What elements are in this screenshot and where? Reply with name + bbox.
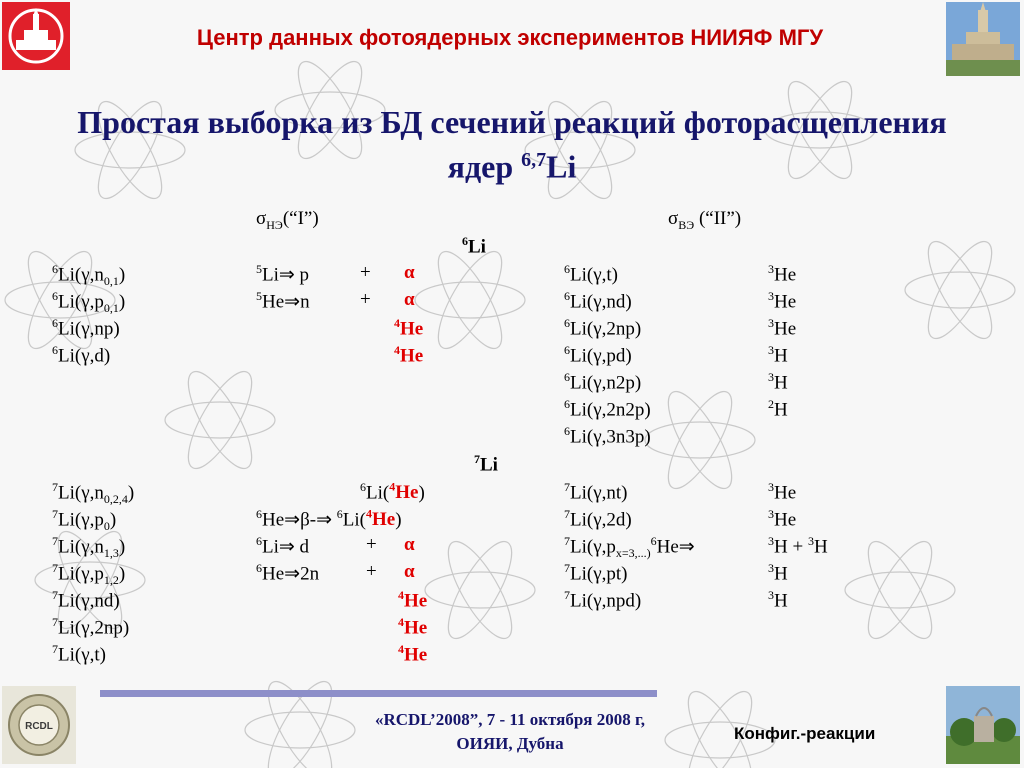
li7-ve-reaction: $^7Li(\gamma,p_{x=3,...)}^6He\Rightarrow$ bbox=[564, 534, 695, 561]
li7-product: $^6$He⇒2n bbox=[256, 561, 320, 585]
li7-reaction: $^7Li(\gamma,n_{1,3})$ bbox=[52, 534, 126, 561]
li7-ve-product: $^3$He bbox=[768, 507, 797, 531]
he4-product: $^4$He bbox=[394, 316, 424, 340]
li6-ve-reaction: $^6$Li(γ,nd) bbox=[564, 289, 632, 313]
svg-text:RCDL: RCDL bbox=[25, 721, 53, 732]
config-reactions-link[interactable]: Конфиг.-реакции bbox=[734, 724, 876, 743]
li6-ve-reaction: $^6$Li(γ,n2p) bbox=[564, 370, 642, 394]
li7-product: $^6$Li⇒ d bbox=[256, 534, 310, 558]
li6-ve-product: $^3$He bbox=[768, 289, 797, 313]
plus-sign: + bbox=[360, 262, 371, 283]
footer-line-2: ОИЯИ, Дубна bbox=[456, 734, 564, 753]
page-title bbox=[30, 103, 994, 186]
li6-product: $^5$He⇒n bbox=[256, 289, 310, 313]
footer-conference bbox=[330, 708, 690, 756]
msu-building-photo bbox=[946, 2, 1020, 76]
section-heading-li6: $^6$Li bbox=[462, 234, 486, 258]
li7-ve-reaction: $^7$Li(γ,nt) bbox=[564, 480, 628, 504]
title-line-1: Простая выборка из БД сечений реакций фоторасщепления bbox=[77, 104, 947, 140]
alpha-symbol: α bbox=[404, 534, 415, 555]
plus-sign: + bbox=[366, 534, 377, 555]
li7-ve-product: $^3$He bbox=[768, 480, 797, 504]
header-title: Центр данных фотоядерных экспериментов НИИЯФ МГУ bbox=[196, 25, 824, 50]
plus-sign: + bbox=[366, 561, 377, 582]
column-header-ve: $\sigma_{ВЭ}$ (“II”) bbox=[668, 208, 742, 232]
li6-product: $^5$Li⇒ p bbox=[256, 262, 310, 286]
li6-ve-product: $^3$H bbox=[768, 370, 788, 394]
li6-ve-product: $^2$H bbox=[768, 397, 788, 421]
li7-ve-product: $^3$H bbox=[768, 561, 788, 585]
li7-reaction: $^7$Li(γ,t) bbox=[52, 642, 106, 666]
li7-reaction: $^7$Li(γ,2np) bbox=[52, 615, 130, 639]
li6-ve-product: $^3$H bbox=[768, 343, 788, 367]
dubna-photo bbox=[946, 686, 1020, 764]
he4-product: $^4$He bbox=[398, 642, 428, 666]
li6-ve-reaction: $^6$Li(γ,pd) bbox=[564, 343, 632, 367]
li6-ve-reaction: $^6$Li(γ,2np) bbox=[564, 316, 642, 340]
alpha-symbol: α bbox=[404, 262, 415, 283]
li6-reaction: $^6Li(\gamma,n_{0,1})$ bbox=[52, 262, 126, 289]
li7-reaction: $^7Li(\gamma,p_{1,2})$ bbox=[52, 561, 126, 588]
li6-ve-reaction: $^6$Li(γ,3n3p) bbox=[564, 424, 651, 448]
li6-ve-reaction: $^6$Li(γ,2n2p) bbox=[564, 397, 651, 421]
li7-product: $^6$Li($^4$He) bbox=[360, 480, 425, 504]
li7-ve-reaction: $^7$Li(γ,npd) bbox=[564, 588, 642, 612]
li6-ve-product: $^3$He bbox=[768, 316, 797, 340]
rcdl-logo bbox=[2, 686, 76, 764]
he4-product: $^4$He bbox=[398, 615, 428, 639]
li7-product: $^6$He⇒β-⇒ $^6$Li($^4$He) bbox=[256, 507, 402, 531]
section-heading-li7: $^7$Li bbox=[474, 452, 498, 476]
li6-ve-reaction: $^6$Li(γ,t) bbox=[564, 262, 618, 286]
title-line-2: ядер $^{6,7}$Li bbox=[447, 148, 577, 185]
li6-reaction: $^6$Li(γ,np) bbox=[52, 316, 120, 340]
alpha-symbol: α bbox=[404, 561, 415, 582]
column-header-ne: $\sigma_{НЭ}(“I”)$ bbox=[256, 208, 319, 232]
li7-reaction: $^7$Li(γ,nd) bbox=[52, 588, 120, 612]
he4-product: $^4$He bbox=[394, 343, 424, 367]
li6-ve-product: $^3$He bbox=[768, 262, 797, 286]
plus-sign: + bbox=[360, 289, 371, 310]
li6-reaction: $^6Li(\gamma,p_{0,1})$ bbox=[52, 289, 126, 316]
li6-reaction: $^6$Li(γ,d) bbox=[52, 343, 111, 367]
msu-logo bbox=[2, 2, 70, 70]
li7-reaction: $^7Li(\gamma,n_{0,2,4})$ bbox=[52, 480, 135, 507]
li7-ve-reaction: $^7$Li(γ,pt) bbox=[564, 561, 628, 585]
footer-divider-bar bbox=[100, 690, 657, 697]
li7-ve-reaction: $^7$Li(γ,2d) bbox=[564, 507, 632, 531]
li7-ve-product: $^3$H + $^3$H bbox=[768, 534, 828, 558]
footer-line-1: «RCDL’2008”, 7 - 11 октября 2008 г, bbox=[374, 710, 646, 729]
li7-reaction: $^7Li(\gamma,p_0)$ bbox=[52, 507, 117, 534]
li7-ve-product: $^3$H bbox=[768, 588, 788, 612]
he4-product: $^4$He bbox=[398, 588, 428, 612]
alpha-symbol: α bbox=[404, 289, 415, 310]
